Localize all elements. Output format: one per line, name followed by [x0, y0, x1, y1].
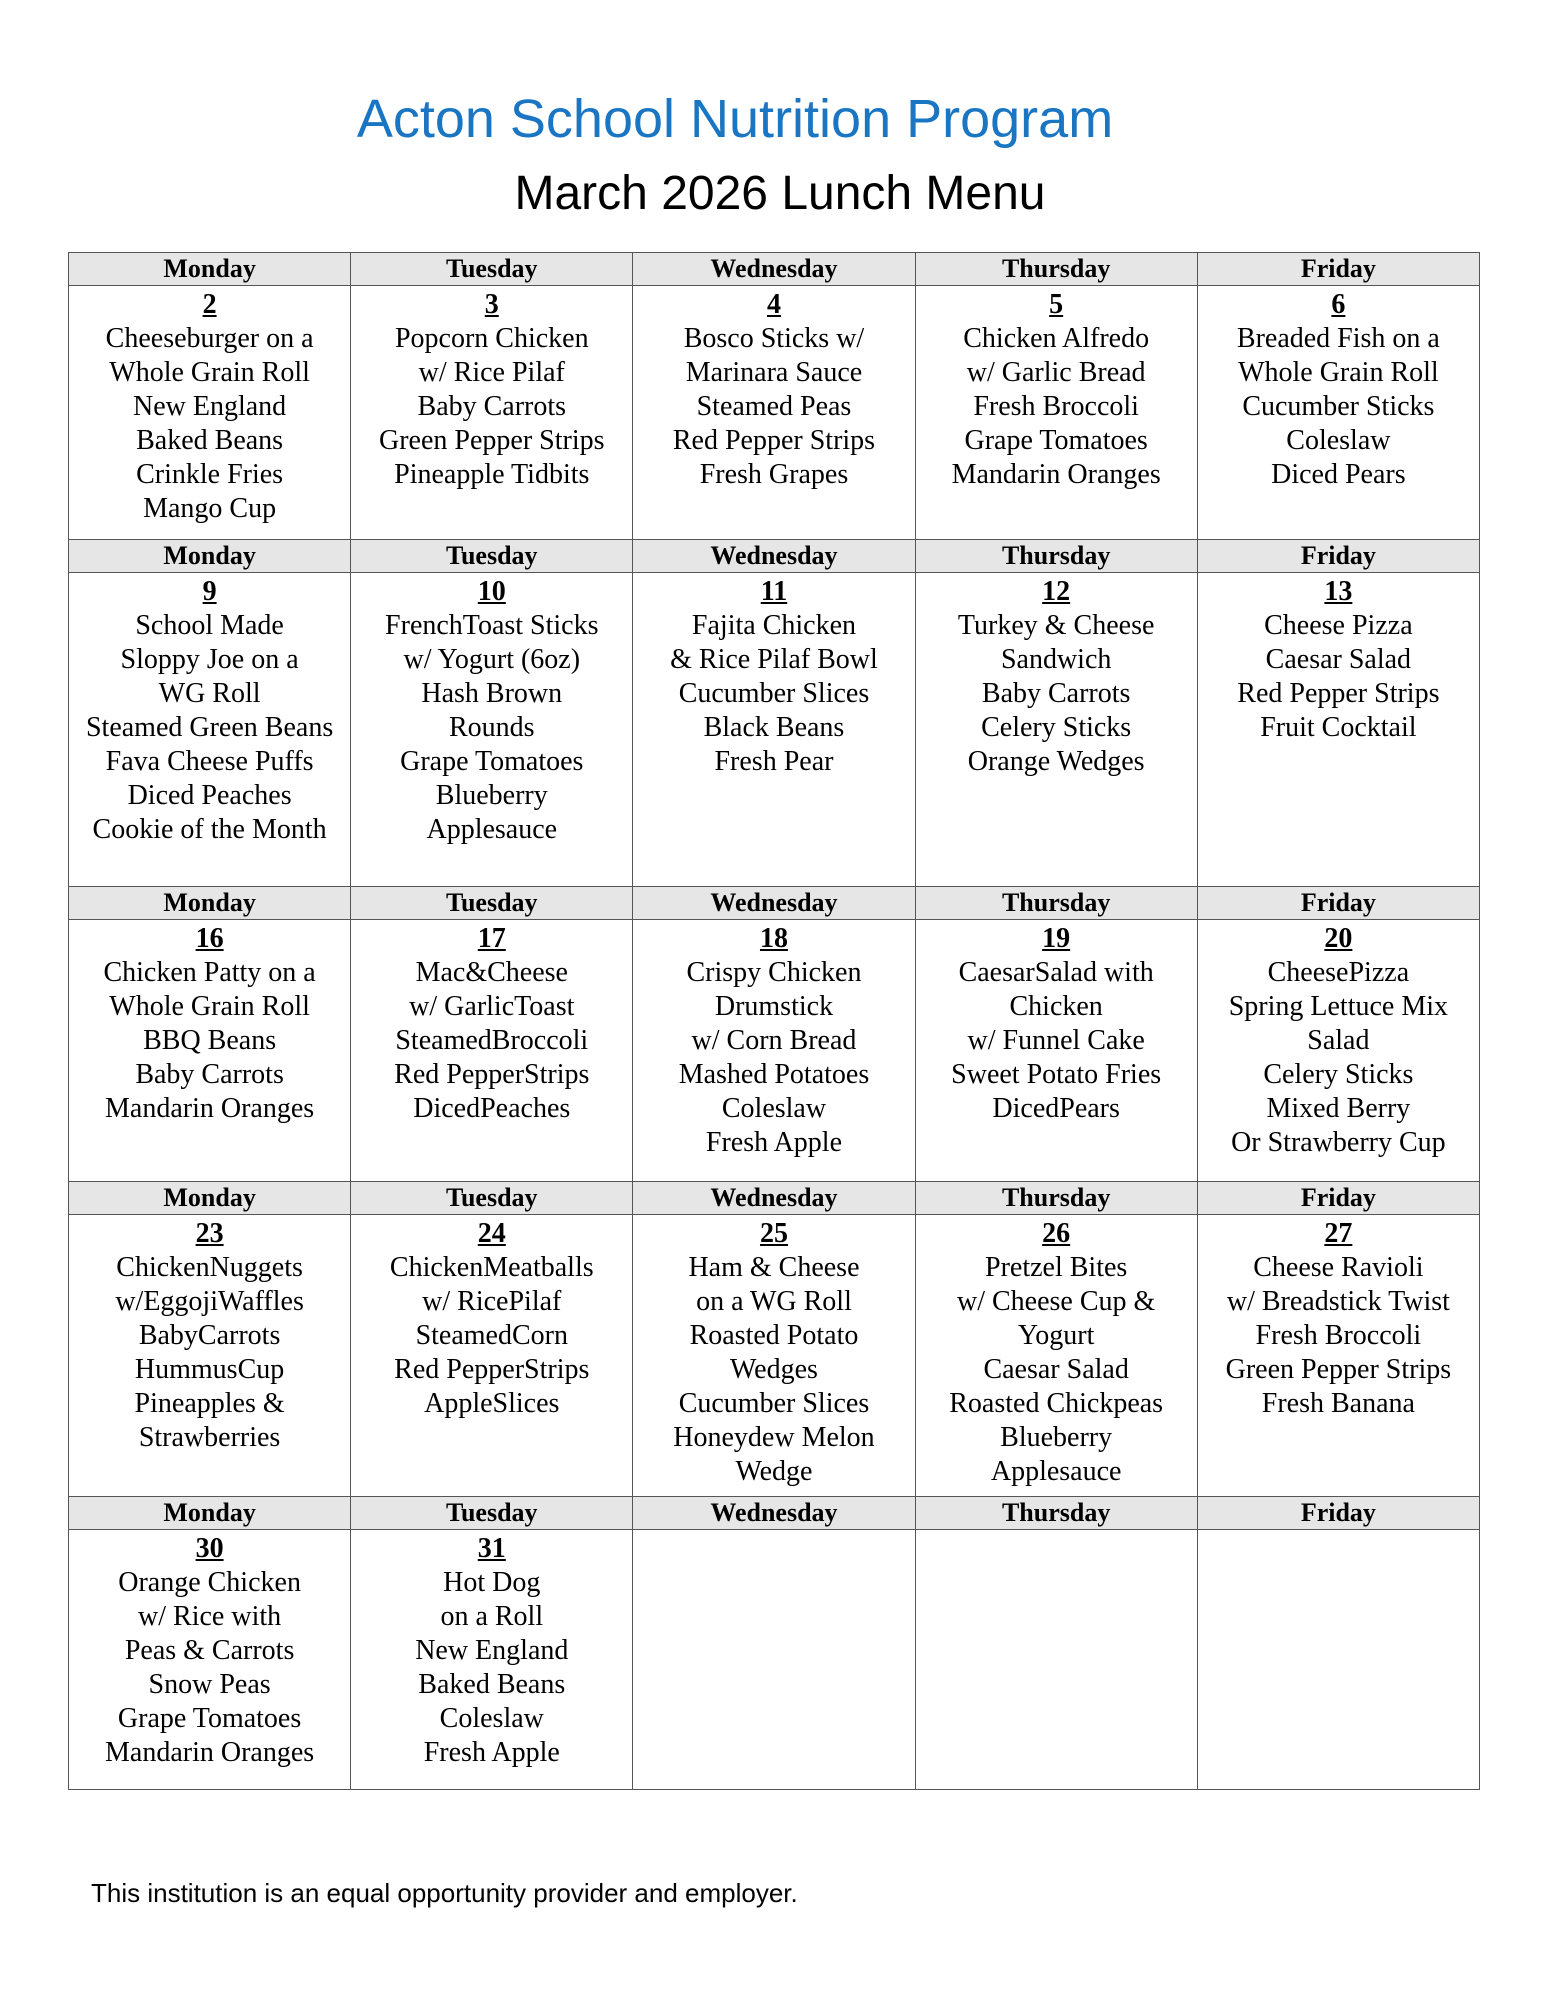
menu-item: w/ Corn Bread — [691, 1025, 857, 1056]
menu-item: Mac&Cheese — [415, 957, 568, 988]
menu-item: Hash Brown — [421, 678, 563, 709]
weekday-header: Friday — [1197, 540, 1479, 573]
weekday-header: Tuesday — [351, 887, 633, 920]
menu-item: HummusCup — [134, 1354, 285, 1385]
menu-item: DicedPeaches — [413, 1093, 571, 1124]
week-row — [69, 1530, 1480, 1790]
menu-item: Sandwich — [1000, 644, 1112, 675]
day-cell — [1197, 286, 1479, 540]
menu-item: w/ Rice Pilaf — [418, 357, 565, 388]
weekday-header: Thursday — [915, 1497, 1197, 1530]
day-number: 16 — [195, 923, 224, 954]
day-number: 4 — [766, 289, 781, 320]
day-number: 6 — [1331, 289, 1346, 320]
menu-item: w/ Yogurt (6oz) — [403, 644, 581, 675]
menu-item: Mandarin Oranges — [951, 459, 1161, 490]
menu-item: Baby Carrots — [135, 1059, 284, 1090]
weekday-header: Thursday — [915, 1182, 1197, 1215]
menu-item: Fresh Apple — [423, 1737, 560, 1768]
day-cell — [633, 286, 915, 540]
menu-title: March 2026 Lunch Menu — [514, 167, 1046, 220]
menu-item: Baked Beans — [418, 1669, 566, 1700]
day-cell — [351, 286, 633, 540]
menu-item: Green Pepper Strips — [379, 425, 605, 456]
menu-item: Red Pepper Strips — [672, 425, 876, 456]
menu-item: Turkey & Cheese — [957, 610, 1155, 641]
menu-item: Mandarin Oranges — [105, 1093, 315, 1124]
weekday-header: Friday — [1197, 1182, 1479, 1215]
menu-item: Blueberry — [1000, 1422, 1113, 1453]
menu-item: Fresh Broccoli — [1255, 1320, 1422, 1351]
day-number: 13 — [1324, 576, 1353, 607]
menu-item: New England — [133, 391, 287, 422]
menu-item: w/ GarlicToast — [409, 991, 575, 1022]
weekday-header: Monday — [69, 1182, 351, 1215]
menu-item: Fresh Broccoli — [973, 391, 1139, 422]
menu-item: Snow Peas — [148, 1669, 271, 1700]
weekday-header-row — [69, 540, 1480, 573]
menu-item: Wedges — [730, 1354, 818, 1385]
menu-item: CheesePizza — [1267, 957, 1410, 988]
menu-item: Fresh Grapes — [699, 459, 849, 490]
menu-item: Steamed Green Beans — [85, 712, 334, 743]
day-cell — [633, 1215, 915, 1497]
day-cell — [69, 920, 351, 1182]
menu-item: BabyCarrots — [138, 1320, 281, 1351]
menu-item: Cookie of the Month — [92, 814, 327, 845]
menu-item: Chicken — [1009, 991, 1103, 1022]
menu-item: Baby Carrots — [981, 678, 1131, 709]
day-cell — [915, 920, 1197, 1182]
day-cell — [633, 573, 915, 887]
weekday-header: Wednesday — [633, 540, 915, 573]
menu-item: Ham & Cheese — [688, 1252, 860, 1283]
menu-item: BBQ Beans — [143, 1025, 277, 1056]
menu-item: ChickenNuggets — [116, 1252, 303, 1283]
menu-item: Orange Wedges — [967, 746, 1145, 777]
menu-item: Baked Beans — [136, 425, 284, 456]
menu-item: Red PepperStrips — [394, 1059, 590, 1090]
day-number: 23 — [195, 1218, 224, 1249]
menu-item: Blueberry — [435, 780, 548, 811]
day-number: 30 — [195, 1533, 224, 1564]
menu-item: Salad — [1307, 1025, 1370, 1056]
menu-item: Spring Lettuce Mix — [1228, 991, 1449, 1022]
menu-item: Cheese Ravioli — [1253, 1252, 1424, 1283]
day-number: 25 — [759, 1218, 788, 1249]
menu-item: Fruit Cocktail — [1260, 712, 1417, 743]
weekday-header-row — [69, 1182, 1480, 1215]
weekday-header: Tuesday — [351, 1497, 633, 1530]
day-cell — [1197, 573, 1479, 887]
day-number: 11 — [760, 576, 788, 607]
menu-item: Hot Dog — [443, 1567, 541, 1598]
day-cell — [915, 1215, 1197, 1497]
menu-item: Fajita Chicken — [691, 610, 856, 641]
menu-item: Fresh Banana — [1261, 1388, 1415, 1419]
menu-item: Grape Tomatoes — [400, 746, 584, 777]
menu-item: Fresh Pear — [714, 746, 834, 777]
menu-item: SteamedBroccoli — [395, 1025, 589, 1056]
weekday-header: Wednesday — [633, 253, 915, 286]
day-number: 20 — [1324, 923, 1353, 954]
menu-item: Sweet Potato Fries — [951, 1059, 1162, 1090]
menu-item: Caesar Salad — [1265, 644, 1412, 675]
weekday-header: Monday — [69, 887, 351, 920]
menu-item: Coleslaw — [721, 1093, 827, 1124]
day-number: 17 — [477, 923, 506, 954]
menu-item: Rounds — [448, 712, 535, 743]
menu-item: Coleslaw — [439, 1703, 544, 1734]
day-number: 10 — [477, 576, 506, 607]
menu-item: Cucumber Sticks — [1242, 391, 1435, 422]
weekday-header: Friday — [1197, 253, 1479, 286]
day-cell — [633, 1530, 915, 1790]
menu-item: Marinara Sauce — [685, 357, 863, 388]
menu-item: Yogurt — [1017, 1320, 1095, 1351]
menu-item: Cucumber Slices — [678, 1388, 870, 1419]
day-number: 9 — [202, 576, 217, 607]
weekday-header: Friday — [1197, 887, 1479, 920]
weekday-header-row — [69, 253, 1480, 286]
menu-item: Celery Sticks — [1263, 1059, 1414, 1090]
menu-item: Steamed Peas — [696, 391, 852, 422]
week-row — [69, 920, 1480, 1182]
menu-item: Red PepperStrips — [394, 1354, 590, 1385]
menu-item: Coleslaw — [1286, 425, 1391, 456]
day-cell — [69, 1215, 351, 1497]
menu-item: Popcorn Chicken — [394, 323, 589, 354]
menu-item: Bosco Sticks w/ — [683, 323, 865, 354]
menu-item: Whole Grain Roll — [109, 357, 310, 388]
menu-item: New England — [415, 1635, 569, 1666]
menu-item: Drumstick — [714, 991, 834, 1022]
menu-item: & Rice Pilaf Bowl — [670, 644, 878, 675]
week-row — [69, 1215, 1480, 1497]
weekday-header: Tuesday — [351, 540, 633, 573]
day-number: 19 — [1042, 923, 1071, 954]
day-cell — [69, 286, 351, 540]
menu-item: Whole Grain Roll — [1238, 357, 1439, 388]
menu-item: FrenchToast Sticks — [385, 610, 599, 641]
menu-item: Green Pepper Strips — [1225, 1354, 1452, 1385]
menu-item: Grape Tomatoes — [964, 425, 1148, 456]
menu-item: AppleSlices — [424, 1388, 560, 1419]
menu-item: SteamedCorn — [415, 1320, 568, 1351]
menu-item: Diced Peaches — [127, 780, 292, 811]
menu-item: Whole Grain Roll — [109, 991, 310, 1022]
day-number: 31 — [477, 1533, 506, 1564]
menu-item: Honeydew Melon — [673, 1422, 875, 1453]
day-cell — [351, 920, 633, 1182]
week-row — [69, 573, 1480, 887]
menu-item: Sloppy Joe on a — [120, 644, 299, 675]
day-number: 24 — [477, 1218, 506, 1249]
weekday-header: Wednesday — [633, 1497, 915, 1530]
day-cell — [351, 1215, 633, 1497]
menu-item: w/ Cheese Cup & — [957, 1286, 1156, 1317]
menu-item: Pretzel Bites — [985, 1252, 1128, 1283]
weekday-header: Tuesday — [351, 1182, 633, 1215]
day-number: 18 — [759, 923, 788, 954]
menu-item: Applesauce — [990, 1456, 1122, 1487]
menu-item: Red Pepper Strips — [1237, 678, 1440, 709]
menu-item: Crispy Chicken — [686, 957, 862, 988]
menu-item: Baby Carrots — [417, 391, 567, 422]
weekday-header: Monday — [69, 540, 351, 573]
menu-item: Wedge — [735, 1456, 813, 1487]
day-cell — [69, 573, 351, 887]
menu-item: Cucumber Slices — [678, 678, 870, 709]
weekday-header-row — [69, 887, 1480, 920]
weekday-header-row — [69, 1497, 1480, 1530]
menu-item: Mashed Potatoes — [678, 1059, 870, 1090]
menu-item: School Made — [135, 610, 284, 641]
menu-item: on a Roll — [440, 1601, 544, 1632]
day-cell — [1197, 920, 1479, 1182]
day-number: 26 — [1042, 1218, 1071, 1249]
menu-item: Roasted Chickpeas — [949, 1388, 1164, 1419]
day-cell — [351, 1530, 633, 1790]
menu-item: on a WG Roll — [696, 1286, 852, 1317]
menu-item: Chicken Alfredo — [963, 323, 1150, 354]
menu-item: Mandarin Oranges — [105, 1737, 315, 1768]
day-cell — [69, 1530, 351, 1790]
weekday-header: Thursday — [915, 887, 1197, 920]
weekday-header: Thursday — [915, 253, 1197, 286]
weekday-header: Tuesday — [351, 253, 633, 286]
day-number: 3 — [484, 289, 499, 320]
program-title: Acton School Nutrition Program — [356, 89, 1114, 149]
day-number: 5 — [1049, 289, 1064, 320]
menu-item: Black Beans — [703, 712, 845, 743]
menu-item: Celery Sticks — [981, 712, 1132, 743]
menu-item: CaesarSalad with — [958, 957, 1154, 988]
menu-item: Strawberries — [138, 1422, 281, 1453]
menu-item: Breaded Fish on a — [1236, 323, 1440, 354]
weekday-header: Monday — [69, 1497, 351, 1530]
menu-item: Diced Pears — [1271, 459, 1406, 490]
week-row — [69, 286, 1480, 540]
day-cell — [1197, 1530, 1479, 1790]
menu-item: Fava Cheese Puffs — [105, 746, 314, 777]
day-cell — [1197, 1215, 1479, 1497]
menu-item: Cheeseburger on a — [105, 323, 314, 354]
menu-item: Pineapples & — [134, 1388, 285, 1419]
weekday-header: Monday — [69, 253, 351, 286]
weekday-header: Wednesday — [633, 1182, 915, 1215]
menu-item: w/ Rice with — [138, 1601, 282, 1632]
menu-item: w/ Breadstick Twist — [1226, 1286, 1450, 1317]
day-cell — [351, 573, 633, 887]
weekday-header: Wednesday — [633, 887, 915, 920]
menu-item: Chicken Patty on a — [103, 957, 316, 988]
menu-calendar — [68, 252, 1480, 1790]
menu-item: Cheese Pizza — [1264, 610, 1413, 641]
menu-item: Pineapple Tidbits — [394, 459, 590, 490]
menu-item: Applesauce — [426, 814, 558, 845]
menu-item: Crinkle Fries — [136, 459, 284, 490]
weekday-header: Friday — [1197, 1497, 1479, 1530]
equal-opportunity-statement: This institution is an equal opportunity provider and employer. — [91, 1878, 798, 1908]
menu-item: Caesar Salad — [983, 1354, 1129, 1385]
menu-item: Orange Chicken — [118, 1567, 301, 1598]
menu-item: WG Roll — [158, 678, 261, 709]
day-number: 12 — [1042, 576, 1071, 607]
menu-item: Mixed Berry — [1266, 1093, 1411, 1124]
menu-item: Mango Cup — [143, 493, 277, 524]
menu-item: w/ Funnel Cake — [967, 1025, 1145, 1056]
day-cell — [915, 573, 1197, 887]
menu-item: Grape Tomatoes — [117, 1703, 302, 1734]
menu-item: Peas & Carrots — [124, 1635, 295, 1666]
day-number: 2 — [202, 289, 217, 320]
day-cell — [915, 286, 1197, 540]
weekday-header: Thursday — [915, 540, 1197, 573]
menu-item: DicedPears — [992, 1093, 1120, 1124]
menu-item: w/ RicePilaf — [422, 1286, 562, 1317]
day-number: 27 — [1324, 1218, 1353, 1249]
menu-item: Or Strawberry Cup — [1231, 1127, 1446, 1158]
menu-item: w/ Garlic Bread — [966, 357, 1146, 388]
menu-item: ChickenMeatballs — [389, 1252, 594, 1283]
day-cell — [915, 1530, 1197, 1790]
menu-item: Fresh Apple — [705, 1127, 843, 1158]
day-cell — [633, 920, 915, 1182]
menu-item: Roasted Potato — [689, 1320, 859, 1351]
menu-item: w/EggojiWaffles — [115, 1286, 304, 1317]
